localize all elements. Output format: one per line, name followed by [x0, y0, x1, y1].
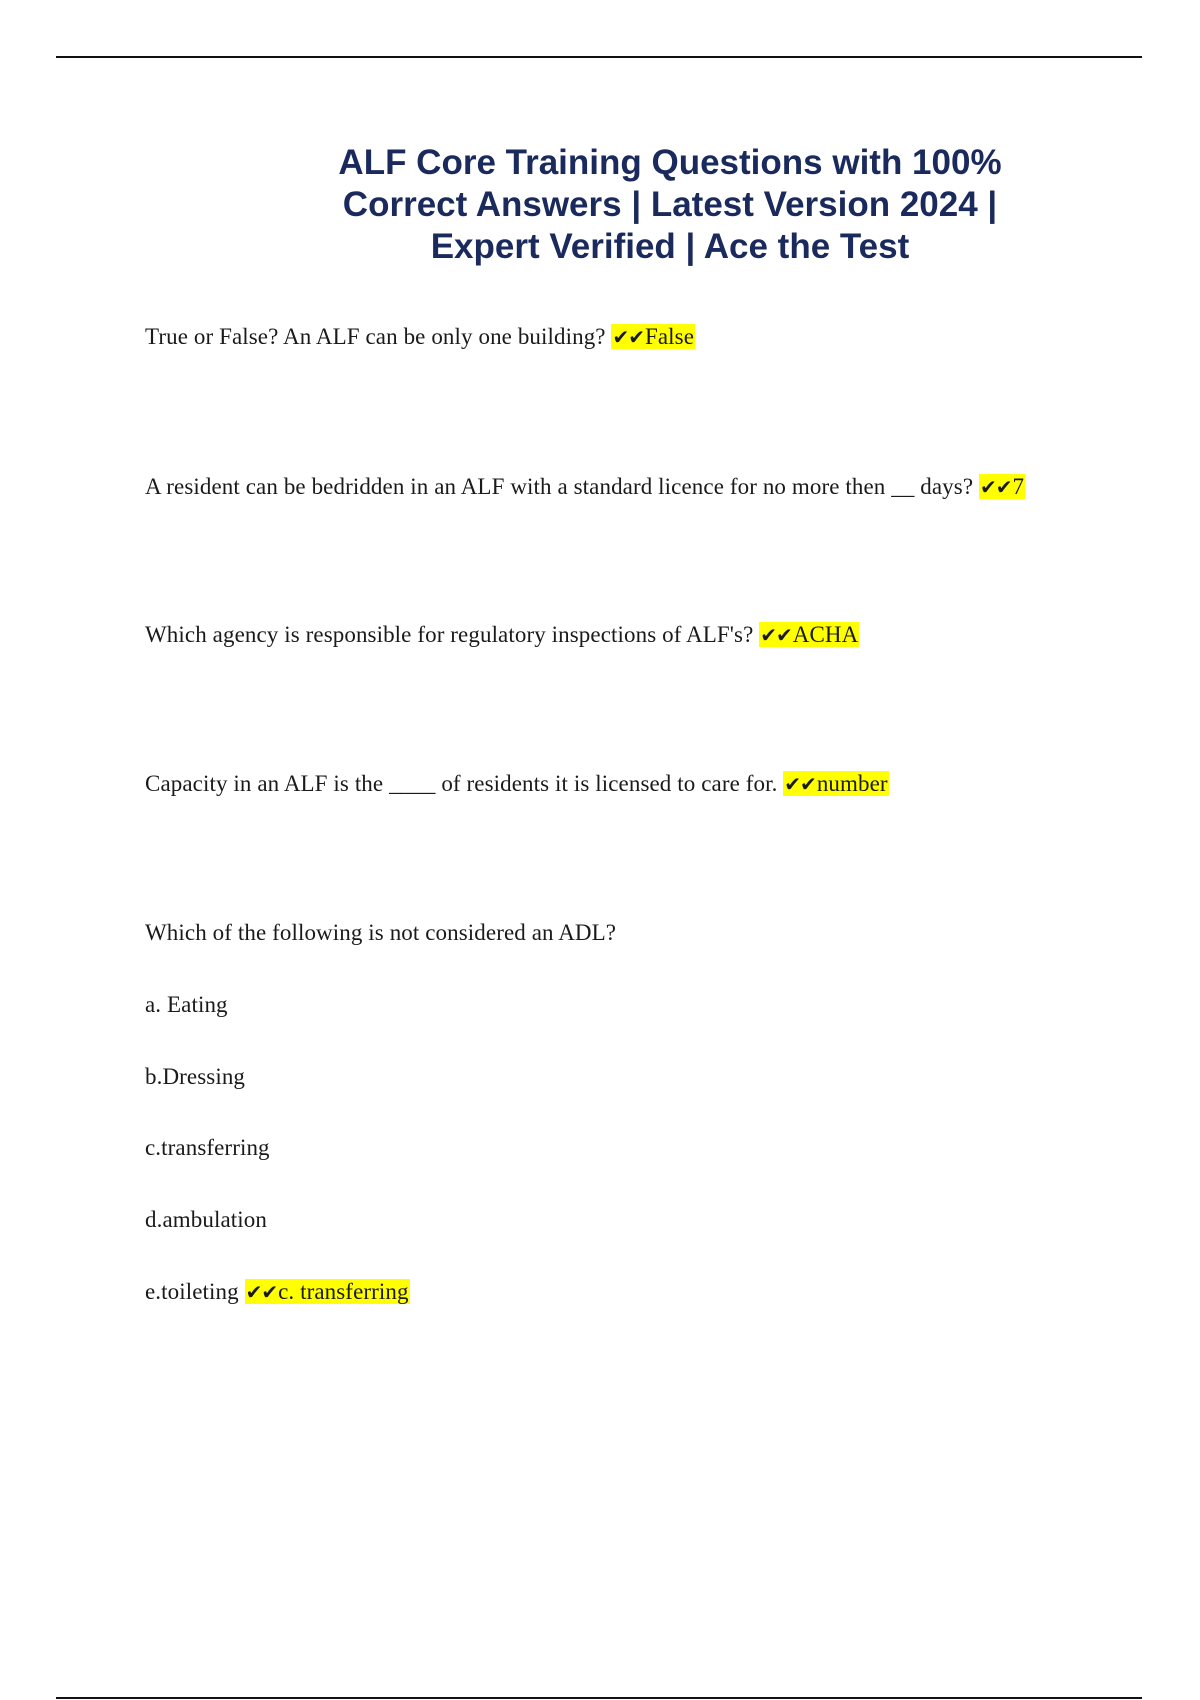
- question-text: Capacity in an ALF is the ____ of residents it is licensed to care for.: [145, 771, 778, 796]
- option-text: e.toileting: [145, 1279, 239, 1304]
- question-text: Which agency is responsible for regulatory inspections of ALF's?: [145, 622, 754, 647]
- option-text: b.Dressing: [145, 1064, 246, 1089]
- title-line: Expert Verified | Ace the Test: [430, 227, 910, 266]
- answer-text: c. transferring: [278, 1279, 409, 1304]
- option-c: [145, 1133, 270, 1163]
- check-icon: ✔✔: [980, 475, 1012, 499]
- check-icon: ✔✔: [784, 772, 816, 796]
- header-rule: [56, 56, 1142, 58]
- option-d: [145, 1205, 267, 1235]
- title-line: ALF Core Training Questions with 100%: [338, 143, 1002, 182]
- option-e: [145, 1277, 410, 1307]
- footer-rule: [56, 1697, 1142, 1699]
- answer-highlight: [245, 1279, 410, 1304]
- question-3: [145, 620, 859, 650]
- option-b: [145, 1062, 245, 1092]
- question-2: [145, 472, 1025, 502]
- answer-text: ACHA: [792, 622, 859, 647]
- document-title: [260, 142, 1080, 268]
- answer-highlight: [611, 324, 695, 349]
- answer-highlight: [759, 622, 859, 647]
- question-1: [145, 322, 695, 352]
- check-icon: ✔✔: [612, 325, 644, 349]
- option-text: a. Eating: [145, 992, 228, 1017]
- question-text: True or False? An ALF can be only one building?: [145, 324, 606, 349]
- answer-text: number: [816, 771, 888, 796]
- answer-text: 7: [1012, 474, 1025, 499]
- title-line: Correct Answers | Latest Version 2024 |: [342, 185, 998, 224]
- option-text: c.transferring: [145, 1135, 270, 1160]
- option-text: d.ambulation: [145, 1207, 267, 1232]
- check-icon: ✔✔: [245, 1280, 278, 1304]
- question-5: [145, 918, 616, 948]
- question-text: A resident can be bedridden in an ALF with a standard licence for no more then __ days?: [145, 474, 974, 499]
- question-4: [145, 769, 889, 799]
- option-a: [145, 990, 228, 1020]
- answer-text: False: [644, 324, 695, 349]
- answer-highlight: [979, 474, 1025, 499]
- check-icon: ✔✔: [760, 623, 792, 647]
- answer-highlight: [783, 771, 888, 796]
- question-text: Which of the following is not considered an ADL?: [145, 920, 617, 945]
